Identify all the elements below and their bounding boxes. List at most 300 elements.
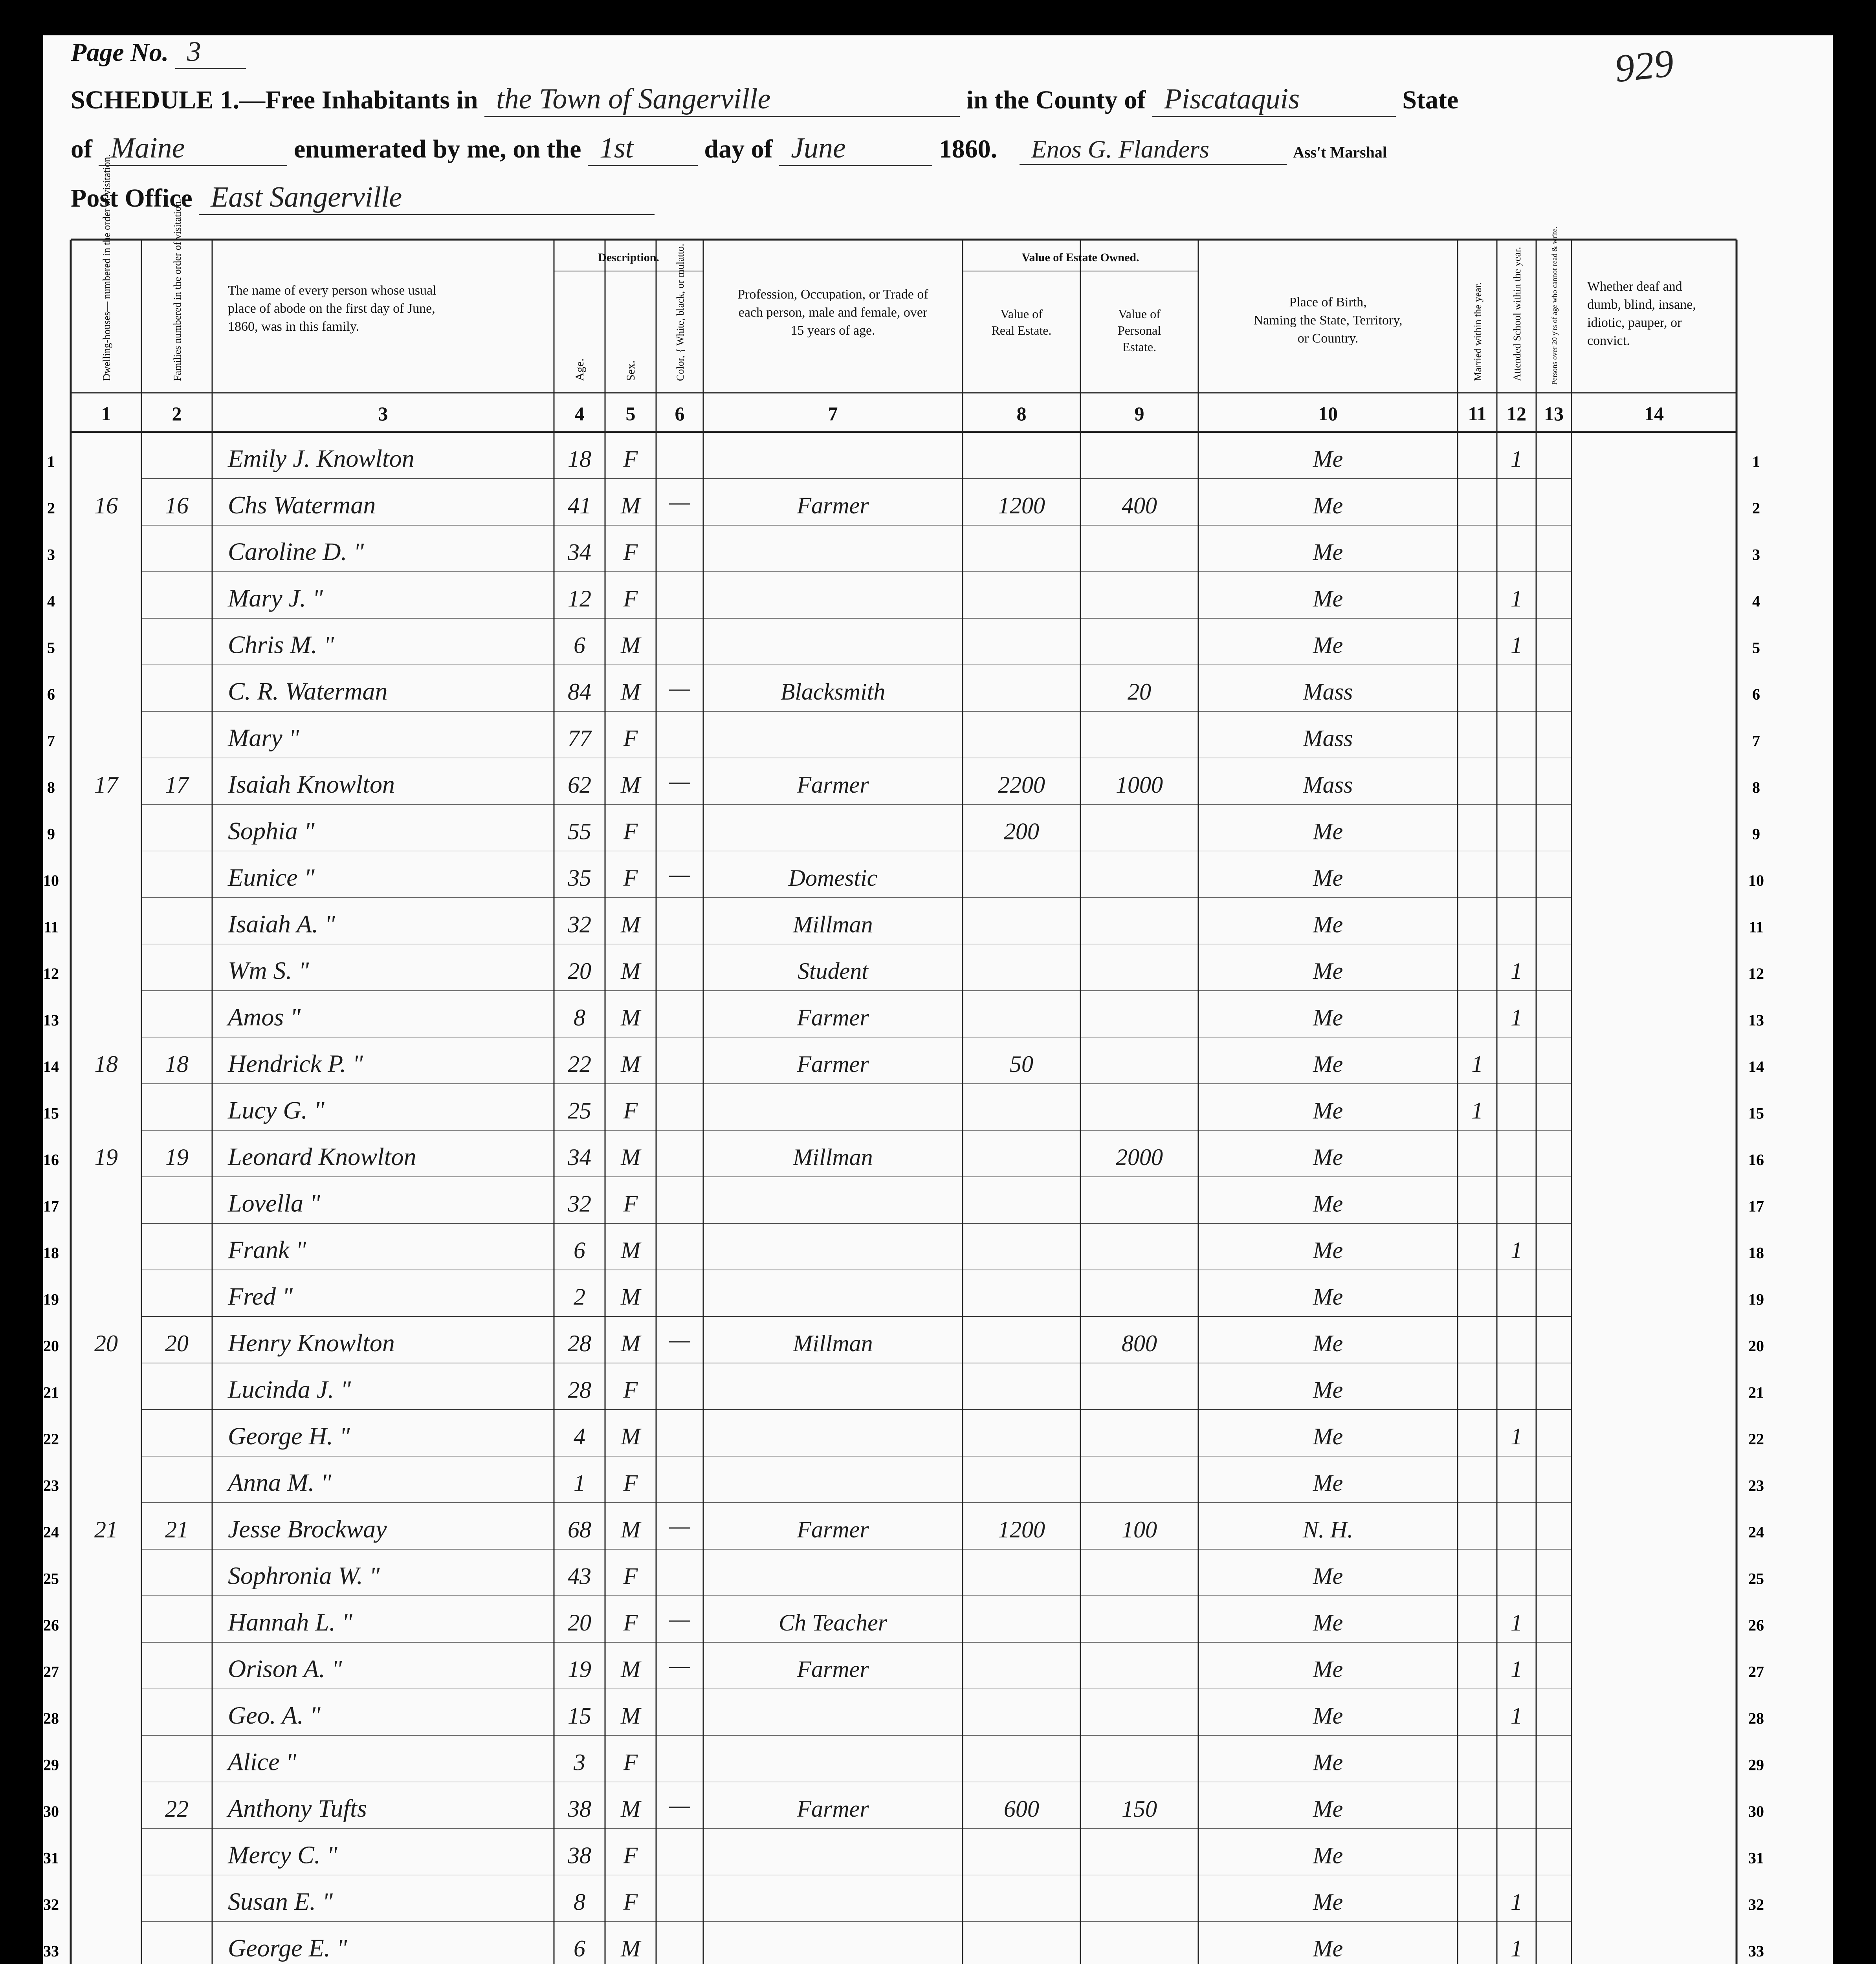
married-mark: 1 <box>1471 1051 1483 1077</box>
person-name: Sophronia W. " <box>228 1561 380 1590</box>
person-name: Fred " <box>228 1282 293 1310</box>
color-mark: — <box>669 768 690 794</box>
table-row <box>43 1469 1764 1497</box>
line-number-right: 16 <box>1748 1151 1764 1169</box>
post-office-label: Post Office <box>71 184 193 213</box>
post-office-line <box>71 181 655 215</box>
line-number-left: 18 <box>43 1244 59 1262</box>
line-number-right: 17 <box>1748 1197 1764 1215</box>
personal-estate-value: 20 <box>1128 679 1151 705</box>
col10-header-line: Naming the State, Territory, <box>1253 313 1403 328</box>
occupation-value: Farmer <box>797 493 869 518</box>
col13-header: Persons over 20 y'rs of age who cannot read & write. <box>1551 227 1559 385</box>
col3-header-line: place of abode on the first day of June, <box>228 301 435 316</box>
sex-value: M <box>621 1051 640 1077</box>
table-row <box>43 1748 1764 1776</box>
school-mark: 1 <box>1511 1935 1522 1962</box>
column-number: 9 <box>1134 403 1144 425</box>
age-value: 22 <box>568 1051 591 1077</box>
sex-value: F <box>623 1749 638 1775</box>
column-number: 14 <box>1644 403 1664 425</box>
person-name: C. R. Waterman <box>228 677 388 705</box>
sex-value: F <box>623 1191 638 1217</box>
line-number-right: 31 <box>1748 1849 1764 1867</box>
column-number: 7 <box>828 403 838 425</box>
color-mark: — <box>669 1652 690 1678</box>
line-number-left: 14 <box>43 1058 59 1075</box>
family-number: 19 <box>165 1144 189 1170</box>
birthplace-value: Me <box>1313 1749 1343 1775</box>
person-name: Henry Knowlton <box>228 1329 395 1357</box>
year-label: 1860. <box>939 135 998 163</box>
person-name: Hendrick P. " <box>228 1050 363 1077</box>
occupation-value: Ch Teacher <box>778 1610 888 1636</box>
line-number-right: 14 <box>1748 1058 1764 1075</box>
line-number-right: 32 <box>1748 1896 1764 1913</box>
person-name: Isaiah Knowlton <box>228 770 395 798</box>
line-number-left: 33 <box>43 1942 59 1960</box>
age-value: 62 <box>568 772 591 798</box>
sex-value: M <box>621 1796 640 1822</box>
marshal-signature: Enos G. Flanders <box>1020 135 1287 165</box>
line-number-right: 3 <box>1752 546 1760 564</box>
sex-value: F <box>623 1889 638 1915</box>
school-mark: 1 <box>1511 1889 1522 1915</box>
real-estate-value: 1200 <box>998 1517 1045 1543</box>
sex-value: M <box>621 1935 640 1962</box>
table-row <box>47 817 1760 845</box>
person-name: Anthony Tufts <box>228 1794 367 1822</box>
age-value: 18 <box>568 446 591 472</box>
age-value: 12 <box>568 586 591 612</box>
birthplace-value: Me <box>1313 1237 1343 1263</box>
sex-value: F <box>623 1610 638 1636</box>
age-value: 3 <box>574 1749 585 1775</box>
person-name: Leonard Knowlton <box>228 1143 416 1171</box>
line-number-left: 6 <box>47 685 55 703</box>
color-mark: — <box>669 1792 690 1818</box>
of-label: of <box>71 135 92 163</box>
color-mark: — <box>669 1513 690 1539</box>
person-name: Lovella " <box>228 1189 320 1217</box>
table-row <box>47 631 1760 659</box>
family-number: 16 <box>165 493 189 518</box>
table-row <box>47 768 1760 798</box>
person-name: Eunice " <box>228 863 315 891</box>
table-row <box>47 675 1760 705</box>
line-number-left: 31 <box>43 1849 59 1867</box>
sex-value: F <box>623 446 638 472</box>
table-row <box>44 910 1764 938</box>
col10-header-line: Place of Birth, <box>1289 295 1367 310</box>
line-number-left: 8 <box>47 779 55 796</box>
col9-header-line: Personal <box>1117 323 1161 337</box>
month-value: June <box>779 132 932 166</box>
table-row <box>47 724 1760 752</box>
column-number: 12 <box>1507 403 1526 425</box>
age-value: 20 <box>568 958 591 984</box>
occupation-value: Farmer <box>797 1517 869 1543</box>
col14-header-line: dumb, blind, insane, <box>1587 297 1696 312</box>
family-number: 21 <box>165 1517 189 1543</box>
census-sheet <box>43 35 1833 1964</box>
age-value: 25 <box>568 1097 591 1124</box>
birthplace-value: Me <box>1313 818 1343 845</box>
sex-value: F <box>623 818 638 845</box>
birthplace-value: Me <box>1313 958 1343 984</box>
dwelling-number: 20 <box>94 1330 118 1356</box>
column-number: 6 <box>675 403 685 425</box>
sex-value: F <box>623 1470 638 1496</box>
day-value: 1st <box>588 132 698 166</box>
sex-value: M <box>621 1656 640 1682</box>
line-number-right: 25 <box>1748 1570 1764 1588</box>
sex-value: F <box>623 1097 638 1124</box>
birthplace-value: Me <box>1313 1004 1343 1031</box>
person-name: Orison A. " <box>228 1654 342 1683</box>
dwelling-number: 18 <box>94 1051 118 1077</box>
line-number-right: 27 <box>1748 1663 1764 1681</box>
table-row <box>43 1236 1764 1264</box>
color-mark: — <box>669 489 690 515</box>
col14-header-line: convict. <box>1587 333 1630 348</box>
line-number-right: 24 <box>1748 1523 1764 1541</box>
line-number-left: 30 <box>43 1803 59 1820</box>
birthplace-value: Me <box>1313 1610 1343 1636</box>
col3-header-line: The name of every person whose usual <box>228 283 436 298</box>
age-value: 6 <box>574 632 585 658</box>
line-number-right: 6 <box>1752 685 1760 703</box>
occupation-value: Farmer <box>797 1796 869 1822</box>
sex-value: M <box>621 1517 640 1543</box>
age-value: 15 <box>568 1703 591 1729</box>
sex-value: M <box>621 1004 640 1031</box>
age-value: 43 <box>568 1563 591 1589</box>
family-number: 17 <box>165 772 189 798</box>
birthplace-value: Me <box>1313 1470 1343 1496</box>
person-name: Chris M. " <box>228 630 334 659</box>
sex-value: F <box>623 1563 638 1589</box>
birthplace-value: Me <box>1313 1284 1343 1310</box>
sex-value: M <box>621 958 640 984</box>
age-value: 38 <box>568 1796 591 1822</box>
school-mark: 1 <box>1511 1424 1522 1449</box>
column-number: 5 <box>625 403 636 425</box>
col8-header-line: Real Estate. <box>991 323 1052 337</box>
column-number: 8 <box>1016 403 1027 425</box>
line-number-right: 19 <box>1748 1290 1764 1308</box>
line-number-left: 10 <box>43 872 59 889</box>
county-label: in the County of <box>966 86 1146 114</box>
age-value: 77 <box>568 725 591 751</box>
table-row <box>43 1562 1764 1590</box>
line-number-left: 15 <box>43 1104 59 1122</box>
line-number-right: 10 <box>1748 872 1764 889</box>
sex-value: M <box>621 1284 640 1310</box>
table-row <box>43 1653 1764 1683</box>
age-value: 34 <box>568 539 591 565</box>
birthplace-value: Me <box>1313 1051 1343 1077</box>
line-number-right: 13 <box>1748 1011 1764 1029</box>
page-number-line <box>71 35 246 69</box>
table-row <box>43 1189 1764 1217</box>
stamp-number: 929 <box>1612 41 1676 91</box>
enumeration-line <box>71 132 1387 166</box>
line-number-left: 29 <box>43 1756 59 1774</box>
col4-header: Age. <box>573 358 586 381</box>
line-number-right: 4 <box>1752 592 1760 610</box>
occupation-value: Student <box>798 958 868 984</box>
personal-estate-value: 100 <box>1122 1517 1157 1543</box>
real-estate-value: 2200 <box>998 772 1045 798</box>
birthplace-value: Me <box>1313 539 1343 565</box>
personal-estate-value: 2000 <box>1116 1144 1163 1170</box>
table-row <box>43 1096 1764 1124</box>
birthplace-value: N. H. <box>1302 1517 1353 1543</box>
sex-value: F <box>623 1842 638 1869</box>
color-mark: — <box>669 1326 690 1352</box>
sex-value: M <box>621 1144 640 1170</box>
person-name: Mercy C. " <box>228 1841 337 1869</box>
line-number-left: 23 <box>43 1477 59 1495</box>
table-row <box>43 1513 1764 1543</box>
occupation-value: Blacksmith <box>780 679 886 705</box>
age-value: 6 <box>574 1237 585 1263</box>
person-name: Wm S. " <box>228 956 309 984</box>
line-number-left: 20 <box>43 1337 59 1355</box>
person-name: George H. " <box>228 1422 350 1450</box>
age-value: 41 <box>568 493 591 518</box>
personal-estate-value: 800 <box>1122 1330 1157 1356</box>
line-number-left: 21 <box>43 1383 59 1402</box>
occupation-value: Domestic <box>788 865 878 891</box>
line-number-left: 12 <box>43 965 59 982</box>
col10-header-line: or Country. <box>1297 331 1359 346</box>
age-value: 32 <box>568 1191 591 1217</box>
occupation-value: Millman <box>793 1330 873 1356</box>
col8-header-line: Value of <box>1000 307 1043 321</box>
col7-header-line: each person, male and female, over <box>738 305 928 320</box>
line-number-left: 4 <box>47 592 55 610</box>
school-mark: 1 <box>1511 1703 1522 1729</box>
person-name: Anna M. " <box>228 1468 332 1497</box>
color-mark: — <box>669 1606 690 1632</box>
line-number-right: 21 <box>1748 1383 1764 1402</box>
line-number-left: 16 <box>43 1151 59 1169</box>
table-row <box>43 1050 1764 1077</box>
line-number-left: 24 <box>43 1523 59 1541</box>
person-name: Sophia " <box>228 817 315 845</box>
dwelling-number: 19 <box>94 1144 118 1170</box>
birthplace-value: Me <box>1313 446 1343 472</box>
line-number-right: 28 <box>1748 1709 1764 1727</box>
line-number-right: 26 <box>1748 1616 1764 1634</box>
birthplace-value: Me <box>1313 1144 1343 1170</box>
col5-header: Sex. <box>624 360 637 381</box>
color-mark: — <box>669 861 690 887</box>
school-mark: 1 <box>1511 632 1522 658</box>
person-name: Mary J. " <box>228 584 323 612</box>
person-name: Chs Waterman <box>228 491 376 519</box>
school-mark: 1 <box>1511 1610 1522 1636</box>
occupation-value: Millman <box>793 911 873 938</box>
person-name: Geo. A. " <box>228 1701 321 1729</box>
county-value: Piscataquis <box>1152 82 1396 117</box>
table-row <box>43 1841 1764 1869</box>
color-mark: — <box>669 675 690 701</box>
age-value: 8 <box>574 1004 585 1031</box>
sex-value: F <box>623 1377 638 1403</box>
line-number-right: 12 <box>1748 965 1764 982</box>
birthplace-value: Me <box>1313 1097 1343 1124</box>
birthplace-value: Me <box>1313 1703 1343 1729</box>
dwelling-number: 16 <box>94 493 118 518</box>
line-number-right: 30 <box>1748 1803 1764 1820</box>
page-number: 3 <box>175 35 246 69</box>
birthplace-value: Me <box>1313 1377 1343 1403</box>
birthplace-value: Me <box>1313 1424 1343 1449</box>
personal-estate-value: 400 <box>1122 493 1157 518</box>
sex-value: M <box>621 1330 640 1356</box>
age-value: 84 <box>568 679 591 705</box>
person-name: Amos " <box>228 1003 301 1031</box>
occupation-value: Farmer <box>797 1004 869 1031</box>
col7-header-line: Profession, Occupation, or Trade of <box>737 287 928 302</box>
column-number: 2 <box>172 403 182 425</box>
description-header: Description. <box>598 251 659 264</box>
school-mark: 1 <box>1511 1656 1522 1682</box>
column-number: 3 <box>378 403 388 425</box>
line-number-right: 29 <box>1748 1756 1764 1774</box>
line-number-left: 27 <box>43 1663 59 1681</box>
line-number-left: 3 <box>47 546 55 564</box>
age-value: 55 <box>568 818 591 845</box>
birthplace-value: Me <box>1313 632 1343 658</box>
school-mark: 1 <box>1511 586 1522 612</box>
birthplace-value: Mass <box>1303 772 1353 798</box>
school-mark: 1 <box>1511 1004 1522 1031</box>
col3-header-line: 1860, was in this family. <box>228 319 359 334</box>
table-row <box>43 1143 1764 1171</box>
age-value: 6 <box>574 1935 585 1962</box>
day-of-label: day of <box>704 135 773 163</box>
person-name: Frank " <box>228 1236 306 1264</box>
birthplace-value: Me <box>1313 1191 1343 1217</box>
line-number-right: 11 <box>1749 918 1764 936</box>
line-number-left: 1 <box>47 453 55 471</box>
age-value: 2 <box>574 1284 585 1310</box>
sex-value: M <box>621 1237 640 1263</box>
age-value: 28 <box>568 1377 591 1403</box>
line-number-left: 17 <box>43 1197 59 1215</box>
table-row <box>43 1792 1764 1822</box>
person-name: Mary " <box>228 724 299 752</box>
column-number: 10 <box>1318 403 1338 425</box>
table-row <box>43 1606 1764 1636</box>
line-number-right: 33 <box>1748 1942 1764 1960</box>
sex-value: F <box>623 586 638 612</box>
occupation-value: Farmer <box>797 772 869 798</box>
married-mark: 1 <box>1471 1097 1483 1124</box>
state-label: State <box>1402 86 1459 114</box>
marshal-label: Ass't Marshal <box>1293 143 1387 161</box>
town-value: the Town of Sangerville <box>484 82 960 117</box>
sex-value: M <box>621 1703 640 1729</box>
age-value: 34 <box>568 1144 591 1170</box>
age-value: 4 <box>574 1424 585 1449</box>
personal-estate-value: 1000 <box>1116 772 1163 798</box>
age-value: 38 <box>568 1842 591 1869</box>
line-number-left: 7 <box>47 732 55 750</box>
column-number: 1 <box>101 403 111 425</box>
school-mark: 1 <box>1511 1237 1522 1263</box>
person-name: George E. " <box>228 1934 347 1962</box>
post-office-value: East Sangerville <box>199 181 655 215</box>
line-number-left: 25 <box>43 1570 59 1588</box>
family-number: 20 <box>165 1330 189 1356</box>
real-estate-value: 1200 <box>998 493 1045 518</box>
column-number: 13 <box>1544 403 1564 425</box>
school-mark: 1 <box>1511 958 1522 984</box>
age-value: 1 <box>574 1470 585 1496</box>
table-row <box>47 445 1760 473</box>
person-name: Susan E. " <box>228 1887 333 1915</box>
sex-value: M <box>621 1424 640 1449</box>
sex-value: F <box>623 725 638 751</box>
birthplace-value: Me <box>1313 586 1343 612</box>
birthplace-value: Me <box>1313 865 1343 891</box>
table-row <box>43 1003 1764 1031</box>
occupation-value: Farmer <box>797 1656 869 1682</box>
table-row <box>43 861 1764 891</box>
col9-header-line: Value of <box>1118 307 1161 321</box>
col12-header: Attended School within the year. <box>1511 247 1523 381</box>
line-number-left: 32 <box>43 1896 59 1913</box>
line-number-right: 5 <box>1752 639 1760 657</box>
table-row <box>43 1887 1764 1915</box>
age-value: 32 <box>568 911 591 938</box>
birthplace-value: Me <box>1313 1935 1343 1962</box>
sex-value: M <box>621 911 640 938</box>
line-number-left: 9 <box>47 825 55 843</box>
line-number-left: 13 <box>43 1011 59 1029</box>
column-number: 4 <box>574 403 585 425</box>
state-value: Maine <box>99 132 287 166</box>
family-number: 18 <box>165 1051 189 1077</box>
table-row <box>47 584 1760 612</box>
line-number-left: 28 <box>43 1709 59 1727</box>
sex-value: F <box>623 539 638 565</box>
page-label: Page No. <box>71 38 169 67</box>
line-number-left: 11 <box>44 918 59 936</box>
birthplace-value: Mass <box>1303 725 1353 751</box>
table-row <box>43 1282 1764 1310</box>
person-name: Isaiah A. " <box>228 910 335 938</box>
birthplace-value: Me <box>1313 1796 1343 1822</box>
col14-header-line: idiotic, pauper, or <box>1587 315 1682 330</box>
line-number-left: 5 <box>47 639 55 657</box>
table-row <box>43 1422 1764 1450</box>
real-estate-value: 600 <box>1004 1796 1039 1822</box>
family-number: 22 <box>165 1796 189 1822</box>
col9-header-line: Estate. <box>1122 340 1157 354</box>
table-row <box>43 1376 1764 1403</box>
col1-header: Dwelling-houses— numbered in the order of visitation. <box>101 154 112 381</box>
line-number-left: 2 <box>47 499 55 517</box>
birthplace-value: Me <box>1313 1656 1343 1682</box>
sex-value: F <box>623 865 638 891</box>
column-number: 11 <box>1468 403 1487 425</box>
